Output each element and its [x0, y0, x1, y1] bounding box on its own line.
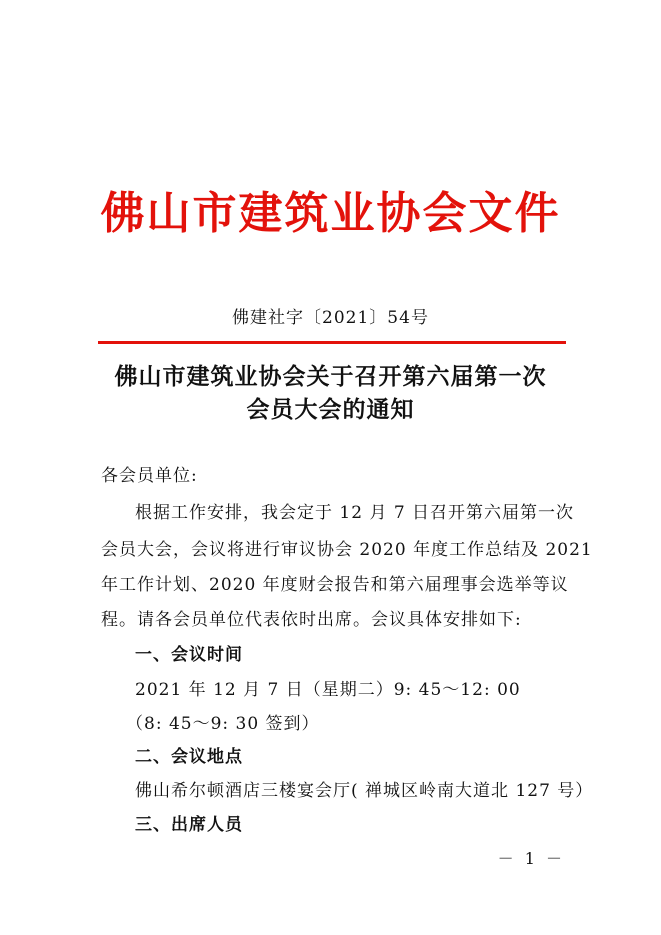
salutation: 各会员单位:: [101, 466, 198, 486]
paragraph-line-1: 根据工作安排，我会定于 12 月 7 日召开第六届第一次: [135, 503, 575, 523]
paragraph-line-2: 会员大会，会议将进行审议协会 2020 年度工作总结及 2021: [101, 540, 593, 560]
check-in-time: （8: 45～9: 30 签到）: [126, 714, 320, 734]
document-number: 佛建社字〔2021〕54号: [232, 308, 429, 328]
notice-title-line-2: 会员大会的通知: [246, 396, 415, 423]
section-heading-attendees: 三、出席人员: [135, 815, 243, 835]
document-header-title: 佛山市建筑业协会文件: [100, 188, 561, 239]
notice-title-line-1: 佛山市建筑业协会关于召开第六届第一次: [114, 363, 547, 390]
notice-title: [0, 360, 661, 426]
red-divider-rule: [98, 341, 566, 344]
meeting-location: 佛山希尔顿酒店三楼宴会厅( 禅城区岭南大道北 127 号）: [135, 781, 594, 801]
page-number: － 1 －: [497, 849, 565, 868]
paragraph-line-3: 年工作计划、2020 年度财会报告和第六届理事会选举等议: [101, 575, 569, 595]
section-heading-location: 二、会议地点: [135, 747, 243, 767]
section-heading-time: 一、会议时间: [135, 645, 243, 665]
meeting-time: 2021 年 12 月 7 日（星期二）9: 45～12: 00: [135, 680, 521, 700]
paragraph-line-4: 程。请各会员单位代表依时出席。会议具体安排如下:: [101, 610, 522, 630]
